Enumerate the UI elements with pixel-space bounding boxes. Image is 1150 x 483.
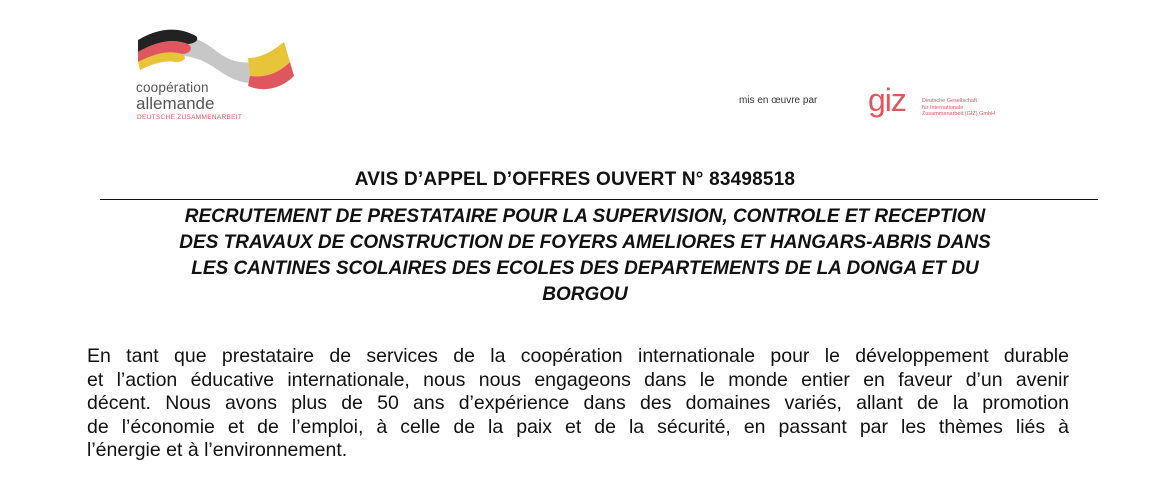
giz-logo: giz	[868, 82, 906, 118]
giz-subtitle-line: Zusammenarbeit (GIZ) GmbH	[922, 111, 996, 117]
paragraph-line: décent. Nous avons plus de 50 ans d’expérience dans des domaines variés, allant de la promotion	[87, 392, 1069, 414]
giz-subtitle-line: Deutsche Gesellschaft	[922, 98, 978, 104]
paragraph-line: de l’économie et de l’emploi, à celle de la paix et de la sécurité, en passant par les thèmes liés à	[87, 415, 1069, 438]
tender-title: AVIS D’APPEL D’OFFRES OUVERT N° 83498518	[354, 169, 796, 190]
implemented-by-text: mis en œuvre par	[739, 95, 818, 106]
title-divider	[100, 199, 1098, 200]
paragraph-line: En tant que prestataire de services de la coopération internationale pour le développement durable	[87, 345, 1069, 367]
cooperation-allemande-logo	[130, 28, 300, 128]
subtitle-line: DES TRAVAUX DE CONSTRUCTION DE FOYERS AMELIORES ET HANGARS-ABRIS DANS	[179, 232, 991, 253]
giz-subtitle-line: für Internationale	[922, 104, 964, 111]
tender-subtitle	[80, 204, 1090, 308]
intro-paragraph	[87, 345, 1069, 463]
paragraph-line: l’énergie et à l’environnement.	[87, 439, 348, 461]
logo-text-deutsche-zusammenarbeit: DEUTSCHE ZUSAMMENARBEIT	[137, 114, 243, 121]
paragraph-line: et l’action éducative internationale, nous nous engageons dans le monde entier en faveur d’un avenir	[87, 368, 1069, 391]
subtitle-line: RECRUTEMENT DE PRESTATAIRE POUR LA SUPERVISION, CONTROLE ET RECEPTION	[184, 206, 986, 227]
subtitle-line: LES CANTINES SCOLAIRES DES ECOLES DES DEPARTEMENTS DE LA DONGA ET DU	[191, 258, 979, 279]
logo-text-allemande: allemande	[136, 94, 215, 113]
subtitle-line: BORGOU	[542, 284, 628, 305]
logo-text-cooperation: coopération	[136, 80, 209, 95]
giz-logo-subtitle	[922, 98, 995, 118]
